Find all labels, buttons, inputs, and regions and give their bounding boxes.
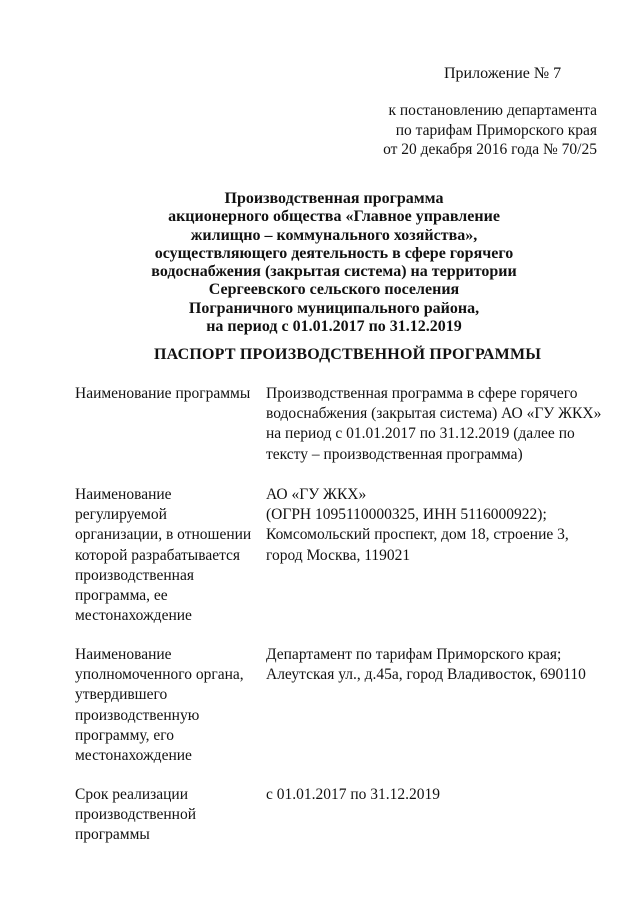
program-title-line: жилищно – коммунального хозяйства», — [190, 226, 478, 244]
passport-row-value: АО «ГУ ЖКХ» (ОГРН 1095110000325, ИНН 5116000922); Комсомольский проспект, дом 18, строение 3, город Москва, 119021 — [266, 486, 569, 564]
appendix-reference-line: по тарифам Приморского края — [395, 121, 597, 139]
program-title-line: Пограничного муниципального района, — [188, 299, 480, 317]
passport-row-label: Срок реализации производственной программы — [75, 786, 197, 844]
passport-row-value: Производственная программа в сфере горячего водоснабжения (закрытая система) АО «ГУ ЖКХ» на период с 01.01.2017 по 31.12.2019 (далее по тексту – производственная программа) — [266, 385, 602, 463]
program-title-line: на период с 01.01.2017 по 31.12.2019 — [206, 318, 462, 336]
appendix-reference-line: от 20 декабря 2016 года № 70/25 — [383, 141, 597, 158]
passport-row-value: Департамент по тарифам Приморского края; Алеутская ул., д.45а, город Владивосток, 690110 — [266, 646, 586, 684]
passport-row-label: Наименование уполномоченного органа, утвердившего производственную программу, его местонахождение — [75, 646, 244, 765]
passport-title: ПАСПОРТ ПРОИЗВОДСТВЕННОЙ ПРОГРАММЫ — [154, 346, 542, 363]
passport-row-label: Наименование регулируемой организации, в отношении которой разрабатывается производственная программа, ее местонахождение — [75, 486, 252, 625]
passport-row-label: Наименование программы — [75, 385, 251, 402]
appendix-reference-line: к постановлению департамента — [388, 102, 597, 119]
program-title-line: Производственная программа — [224, 190, 444, 207]
appendix-reference-block — [375, 101, 597, 160]
passport-row-value: с 01.01.2017 по 31.12.2019 — [266, 786, 441, 803]
program-title-line: Сергеевского сельского поселения — [208, 281, 460, 299]
program-title — [148, 190, 520, 336]
program-title-line: акционерного общества «Главное управление — [168, 208, 500, 226]
program-title-line: водоснабжения (закрытая система) на территории — [151, 263, 517, 281]
program-title-line: осуществляющего деятельность в сфере горячего — [154, 244, 514, 262]
appendix-title: Приложение № 7 — [444, 65, 562, 82]
